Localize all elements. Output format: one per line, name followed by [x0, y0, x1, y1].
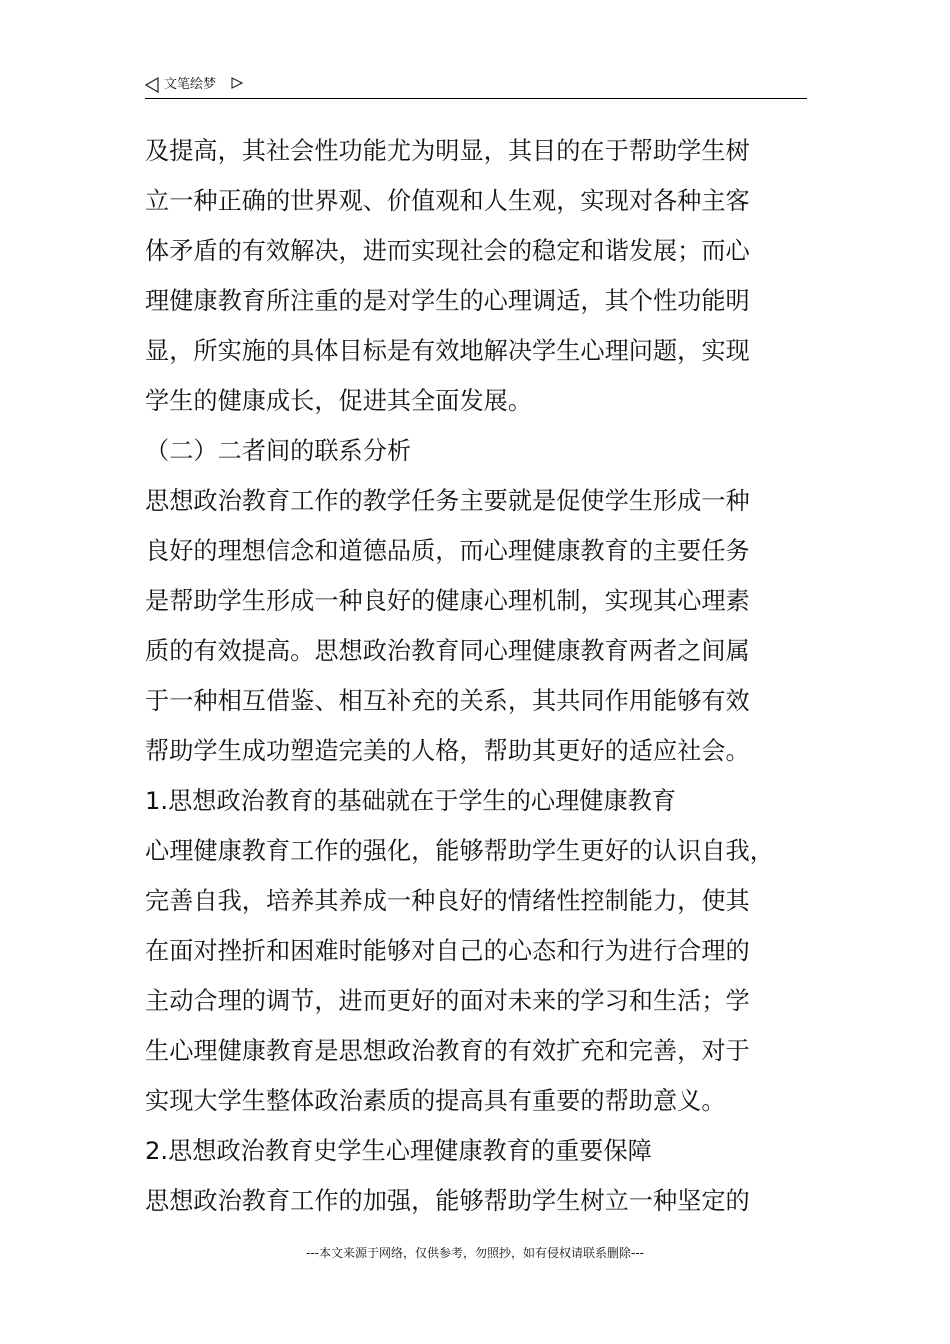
- subsection-heading: 2.思想政治教育史学生心理健康教育的重要保障: [145, 1137, 652, 1165]
- text-line: 良好的理想信念和道德品质，而心理健康教育的主要任务: [145, 537, 750, 565]
- text-line: 是帮助学生形成一种良好的健康心理机制，实现其心理素: [145, 587, 750, 615]
- subsection-heading: 1.思想政治教育的基础就在于学生的心理健康教育: [145, 787, 677, 815]
- text-line: 实现大学生整体政治素质的提高具有重要的帮助意义。: [145, 1087, 726, 1115]
- text-line: 质的有效提高。思想政治教育同心理健康教育两者之间属: [145, 637, 750, 665]
- text-line: 完善自我，培养其养成一种良好的情绪性控制能力，使其: [145, 887, 750, 915]
- text-line: 显，所实施的具体目标是有效地解决学生心理问题，实现: [145, 337, 750, 365]
- document-body: [145, 126, 805, 1226]
- text-line: 学生的健康成长，促进其全面发展。: [145, 387, 533, 415]
- text-line: 思想政治教育工作的加强，能够帮助学生树立一种坚定的: [145, 1187, 750, 1215]
- text-line: 心理健康教育工作的强化，能够帮助学生更好的认识自我，: [145, 837, 774, 865]
- header-title: 文笔绘梦: [164, 77, 217, 92]
- text-line: 生心理健康教育是思想政治教育的有效扩充和完善，对于: [145, 1037, 750, 1065]
- triangle-left-outline-icon: [145, 77, 159, 93]
- text-line: 及提高，其社会性功能尤为明显，其目的在于帮助学生树: [145, 137, 750, 165]
- text-line: 于一种相互借鉴、相互补充的关系，其共同作用能够有效: [145, 687, 750, 715]
- text-line: 帮助学生成功塑造完美的人格，帮助其更好的适应社会。: [145, 737, 750, 765]
- text-line: 体矛盾的有效解决，进而实现社会的稳定和谐发展；而心: [145, 237, 750, 265]
- text-line: 立一种正确的世界观、价值观和人生观，实现对各种主客: [145, 187, 750, 215]
- triangle-right-outline-icon: [231, 77, 243, 89]
- text-line: 在面对挫折和困难时能够对自己的心态和行为进行合理的: [145, 937, 750, 965]
- section-heading: （二）二者间的联系分析: [145, 437, 412, 465]
- page-header: [145, 74, 807, 99]
- text-line: 思想政治教育工作的教学任务主要就是促使学生形成一种: [145, 487, 750, 515]
- text-line: 主动合理的调节，进而更好的面对未来的学习和生活；学: [145, 987, 750, 1015]
- text-line: 理健康教育所注重的是对学生的心理调适，其个性功能明: [145, 287, 750, 315]
- page-footer-disclaimer: ---本文来源于网络，仅供参考，勿照抄，如有侵权请联系删除---: [306, 1246, 644, 1260]
